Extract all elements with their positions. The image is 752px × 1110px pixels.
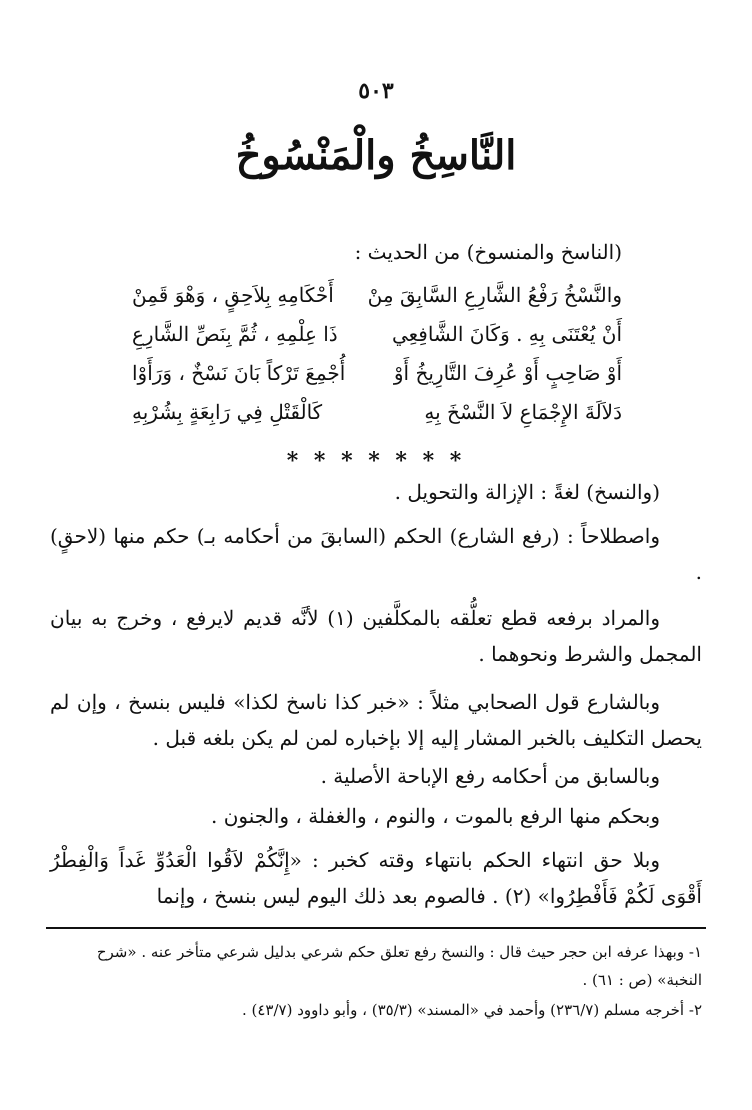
poem-verse [132, 400, 622, 434]
page-number: ٥٠٣ [358, 78, 394, 104]
footnote-1: ١- وبهذا عرفه ابن حجر حيث قال : والنسخ رفع تعلق حكم شرعي بدليل شرعي متأخر عنه . «شرح النخبة» (ص : ٦١) . [96, 943, 702, 989]
verse-second-hemistich: ذَا عِلْمِهِ ، ثُمَّ بِنَصِّ الشَّارِعِ [132, 322, 338, 346]
footnote-divider [46, 927, 706, 929]
paragraph-definition-technical: واصطلاحاً : (رفع الشارع) الحكم (السابقَ من أحكامه بـ) حكم منها (لاحقٍ) . [50, 524, 702, 584]
verse-second-hemistich: أَحْكَامِهِ بِلاَحِقٍ ، وَهْوَ قَمِنْ [132, 283, 334, 307]
poem-verse [132, 283, 622, 317]
paragraph-explanation: والمراد برفعه قطع تعلُّقه بالمكلَّفين (١) لأنَّه قديم لايرفع ، وخرج به بيان المجمل والشرط ونحوهما . [50, 606, 702, 666]
paragraph-definition-linguistic: (والنسخ) لغةً : الإزالة والتحويل . [394, 480, 660, 504]
paragraph-companion-saying: وبالشارع قول الصحابي مثلاً : «خبر كذا ناسخ لكذا» فليس بنسخ ، وإن لم يحصل التكليف بالخبر المشار إليه إلا بإخباره لمن لم يكن بلغه قبل . [50, 690, 702, 750]
verse-second-hemistich: كَالْقَتْلِ فِي رَابِعَةٍ بِشُرْبِهِ [132, 400, 323, 424]
paragraph-ruling-exclusions: وبحكم منها الرفع بالموت ، والنوم ، والغفلة ، والجنون . [211, 804, 660, 828]
verse-second-hemistich: أُجْمِعَ تَرْكاً بَانَ نَسْخٌ ، وَرَأَوْا [132, 361, 346, 385]
poem-verse [132, 361, 622, 395]
chapter-title: النَّاسِخُ والْمَنْسُوخُ [235, 132, 517, 179]
poem-heading: (الناسخ والمنسوخ) من الحديث : [354, 240, 622, 264]
verse-first-hemistich: دَلاَلَةَ الإِجْمَاعِ لاَ النَّسْخَ بِهِ [424, 400, 622, 424]
verse-first-hemistich: والنَّسْخُ رَفْعُ الشَّارِعِ السَّابِقَ مِنْ [367, 283, 622, 307]
footnote-2: ٢- أخرجه مسلم (٢٣٦/٧) وأحمد في «المسند» (٣٥/٣) ، وأبو داوود (٤٣/٧) . [241, 1001, 702, 1019]
verse-first-hemistich: أَنْ يُعْتَنَى بِهِ . وَكَانَ الشَّافِعِي [391, 322, 622, 346]
paragraph-subsequent-ruling: وبلا حق انتهاء الحكم بانتهاء وقته كخبر : «إِنَّكُمْ لاَقُوا الْعَدُوِّ غَداً وَالْفِطْرُ أَقْوَى لَكُمْ فَأَفْطِرُوا» (٢) . فالصوم بعد ذلك اليوم ليس بنسخ ، وإنما [50, 848, 702, 908]
paragraph-prior-ruling: وبالسابق من أحكامه رفع الإباحة الأصلية . [320, 764, 660, 788]
section-separator: * * * * * * * [286, 448, 466, 474]
poem-verse [132, 322, 622, 356]
verse-first-hemistich: أَوْ صَاحِبٍ أَوْ عُرِفَ التَّارِيخُ أَوْ [393, 361, 622, 385]
